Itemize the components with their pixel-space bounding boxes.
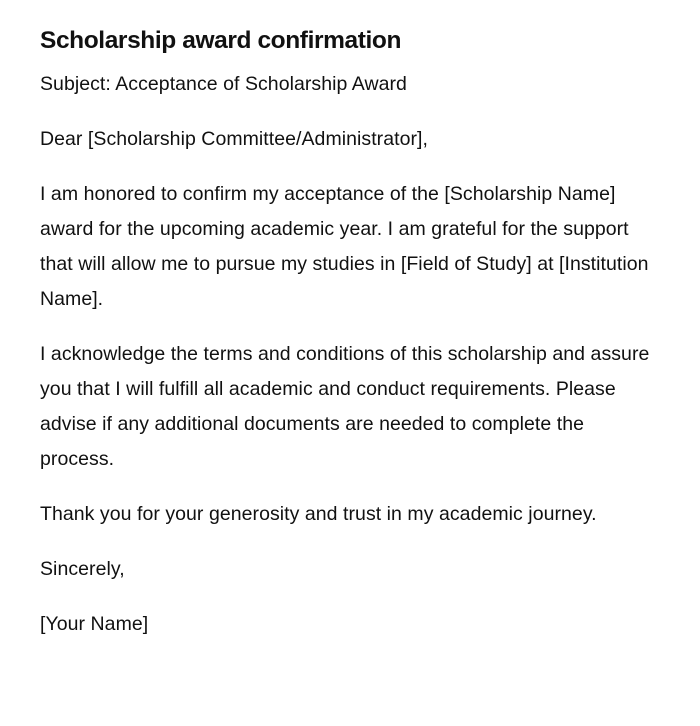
letter-document	[40, 24, 650, 642]
signature: [Your Name]	[40, 613, 149, 635]
closing: Sincerely,	[40, 558, 125, 580]
document-title: Scholarship award confirmation	[40, 27, 402, 54]
subject-line: Subject: Acceptance of Scholarship Award	[40, 73, 407, 95]
body-paragraph-1: I am honored to confirm my acceptance of the [Scholarship Name] award for the upcoming academic year. I am grateful for the support that will allow me to pursue my studies in [Field of Study] at [Institution Name].	[40, 183, 649, 310]
salutation: Dear [Scholarship Committee/Administrator],	[40, 128, 428, 150]
body-paragraph-2: I acknowledge the terms and conditions of this scholarship and assure you that I will fulfill all academic and conduct requirements. Please advise if any additional documents are needed to complete the process.	[40, 343, 650, 470]
body-paragraph-3: Thank you for your generosity and trust in my academic journey.	[40, 503, 597, 525]
